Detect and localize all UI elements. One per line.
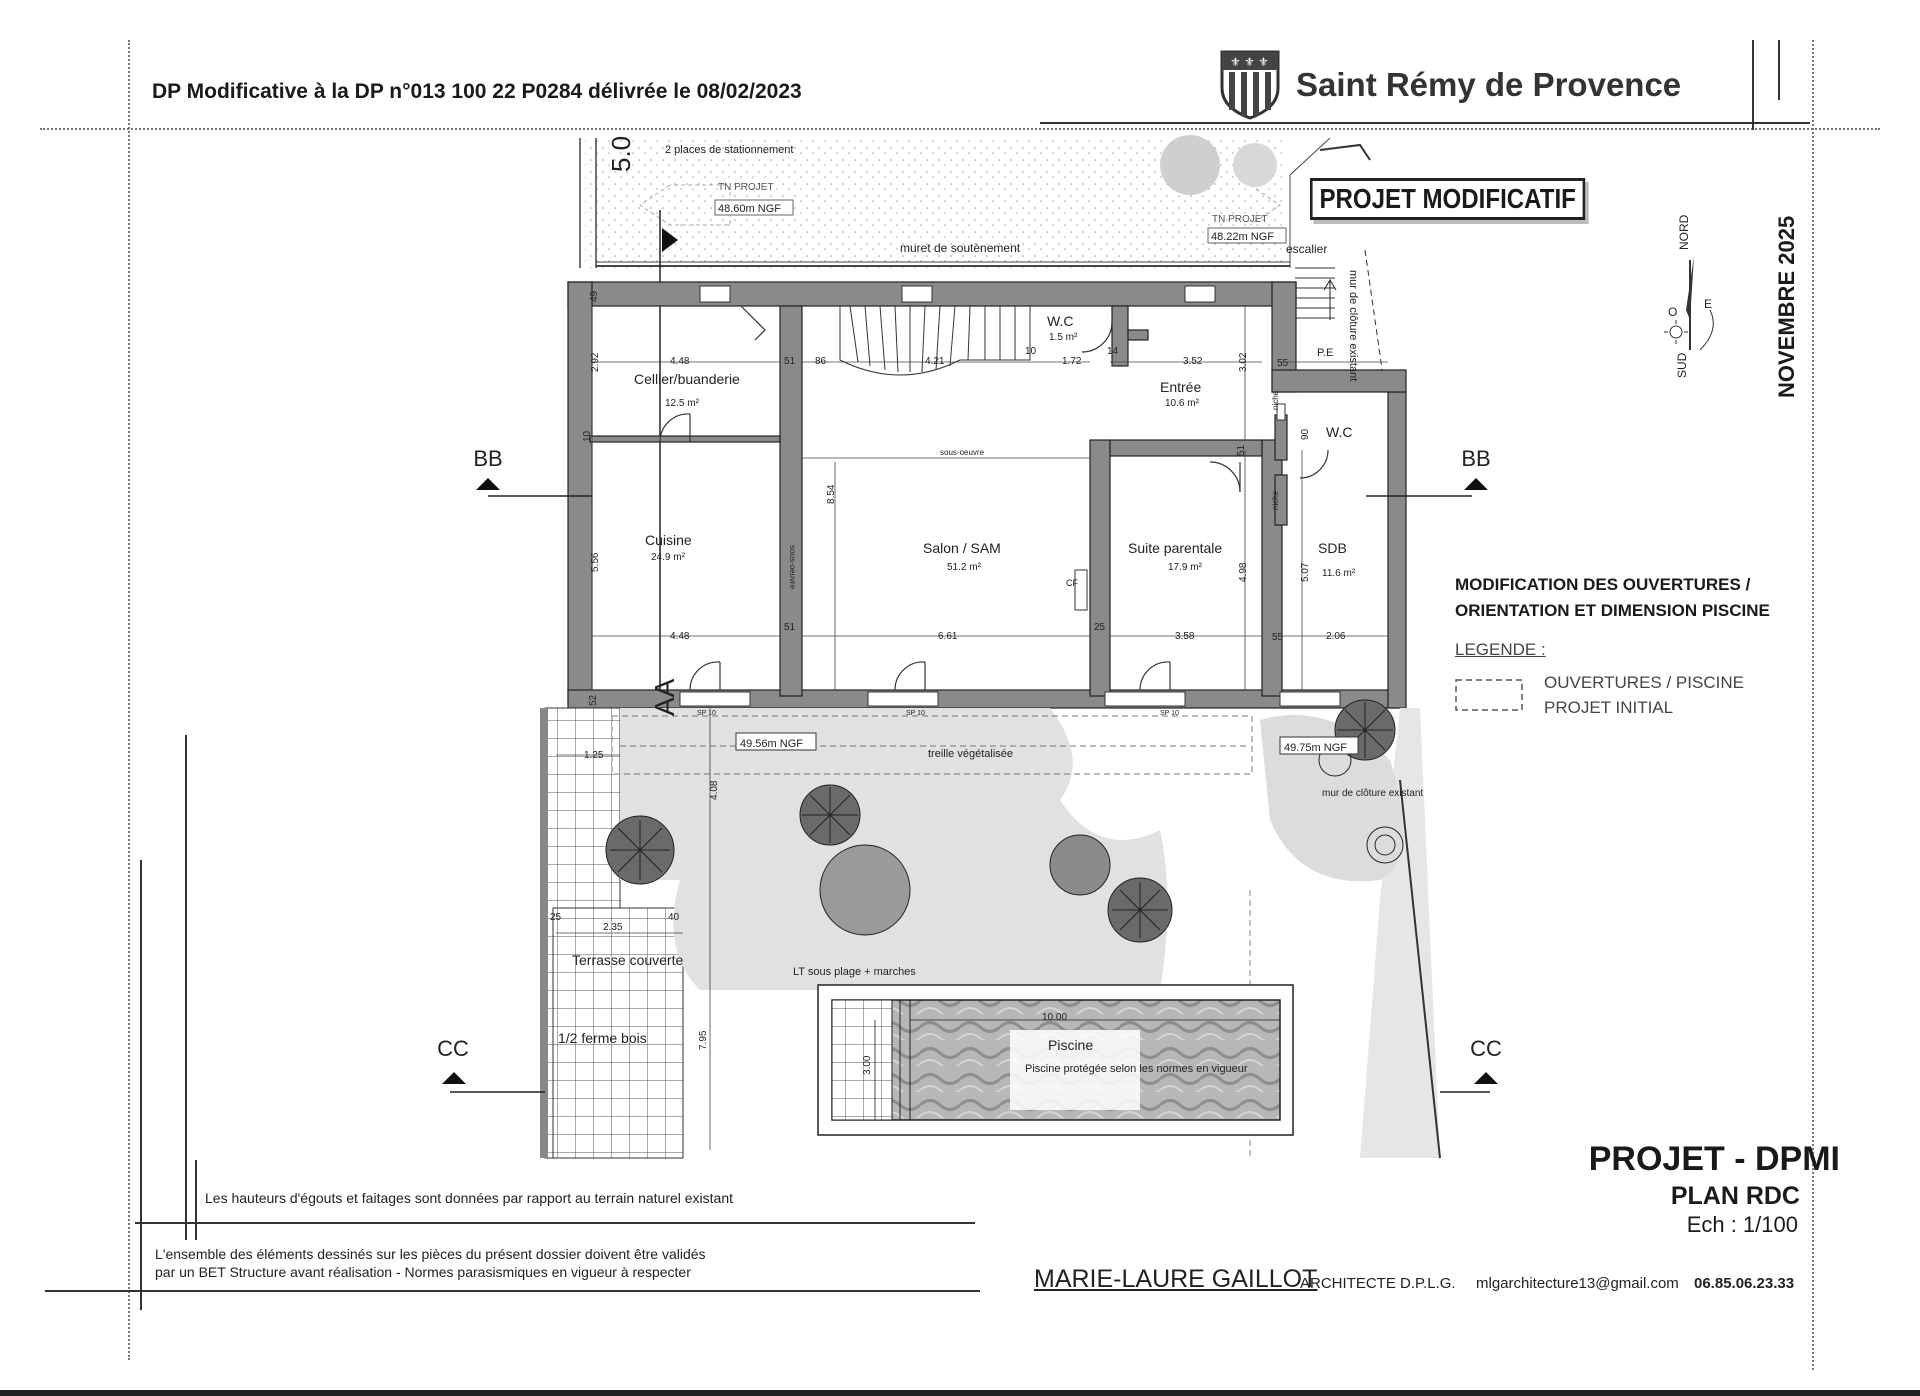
fence-wall-bottom: mur de clôture existant bbox=[1322, 788, 1424, 799]
pool-note: Piscine protégée selon les normes en vigueur bbox=[1025, 1063, 1248, 1075]
compass-west: O bbox=[1668, 305, 1678, 319]
niche-1: niche bbox=[1271, 390, 1280, 410]
dim-49: 49 bbox=[589, 290, 600, 302]
section-cc-left: CC bbox=[437, 1036, 469, 1061]
tn-left-label: TN PROJET bbox=[718, 182, 774, 193]
dim-51a: 51 bbox=[784, 356, 796, 367]
dim-10b: 10 bbox=[582, 430, 593, 442]
dim-25b: 25 bbox=[550, 912, 562, 923]
commune-name: Saint Rémy de Provence bbox=[1296, 66, 1682, 103]
dim-498: 4.98 bbox=[1238, 562, 1249, 582]
tn-right-value: 48.22m NGF bbox=[1211, 231, 1274, 243]
structure-note-line2: par un BET Structure avant réalisation - Normes parasismiques en vigueur à respecter bbox=[155, 1264, 691, 1280]
room-entree-area: 10.6 m² bbox=[1165, 398, 1199, 409]
dim-172: 1.72 bbox=[1062, 356, 1082, 367]
dim-507: 5.07 bbox=[1300, 562, 1311, 582]
ngf-right: 49.75m NGF bbox=[1284, 742, 1347, 754]
project-title: PROJET - DPMI bbox=[1588, 1140, 1840, 1178]
dim-55b: 55 bbox=[1272, 632, 1284, 643]
dim-235: 2.35 bbox=[603, 922, 623, 933]
sous-oeuvre-v: sous-oeuvre bbox=[788, 545, 797, 590]
date-label: NOVEMBRE 2025 bbox=[1774, 215, 1799, 398]
architect-email[interactable]: mlgarchitecture13@gmail.com bbox=[1476, 1275, 1679, 1292]
room-wc2: W.C bbox=[1326, 424, 1353, 440]
dim-302: 3.02 bbox=[1238, 352, 1249, 372]
tn-right-label: TN PROJET bbox=[1212, 214, 1268, 225]
pool-width: 3.00 bbox=[862, 1055, 873, 1075]
room-cellier: Cellier/buanderie bbox=[634, 371, 740, 387]
dim-352: 3.52 bbox=[1183, 356, 1203, 367]
legend-item-line2: PROJET INITIAL bbox=[1544, 698, 1674, 717]
dim-854: 8.54 bbox=[826, 484, 837, 504]
pe-label: P.E bbox=[1317, 347, 1334, 359]
dim-52: 52 bbox=[588, 694, 599, 706]
dim-795: 7.95 bbox=[698, 1030, 709, 1050]
room-sdb: SDB bbox=[1318, 540, 1347, 556]
architect-phone: 06.85.06.23.33 bbox=[1694, 1275, 1795, 1292]
section-bb-right: BB bbox=[1461, 446, 1491, 471]
legend-item bbox=[1544, 670, 1804, 720]
modification-heading-line1: MODIFICATION DES OUVERTURES / bbox=[1455, 575, 1751, 594]
treille-label: treille végétalisée bbox=[928, 748, 1013, 760]
pool-name: Piscine bbox=[1048, 1037, 1094, 1053]
dim-661: 6.61 bbox=[938, 631, 958, 642]
dim-55a: 55 bbox=[1277, 358, 1289, 369]
room-cellier-area: 12.5 m² bbox=[665, 398, 699, 409]
dim-358: 3.58 bbox=[1175, 631, 1195, 642]
room-salon-area: 51.2 m² bbox=[947, 562, 981, 573]
sp-label-3: SP 10 bbox=[1160, 710, 1179, 717]
dim-10a: 10 bbox=[1025, 346, 1037, 357]
dim-86: 86 bbox=[815, 356, 827, 367]
dim-421: 4.21 bbox=[925, 356, 945, 367]
stair-label: escalier bbox=[1286, 242, 1328, 256]
dp-reference: DP Modificative à la DP n°013 100 22 P0284 délivrée le 08/02/2023 bbox=[152, 80, 802, 103]
room-suite-area: 17.9 m² bbox=[1168, 562, 1202, 573]
dim-125: 1.25 bbox=[584, 750, 604, 761]
modification-heading-line2: ORIENTATION ET DIMENSION PISCINE bbox=[1455, 601, 1770, 620]
legend-item-line1: OUVERTURES / PISCINE bbox=[1544, 673, 1744, 692]
dim-448b: 4.48 bbox=[670, 631, 690, 642]
svg-text:⚜ ⚜ ⚜: ⚜ ⚜ ⚜ bbox=[1230, 55, 1269, 69]
structure-note bbox=[155, 1245, 975, 1281]
room-salon: Salon / SAM bbox=[923, 540, 1001, 556]
aa-label: AA bbox=[649, 678, 680, 716]
scale-label: Ech : 1/100 bbox=[1686, 1212, 1798, 1237]
terrasse-label: Terrasse couverte bbox=[572, 952, 684, 968]
dim-206: 2.06 bbox=[1326, 631, 1346, 642]
room-wc1-area: 1.5 m² bbox=[1049, 332, 1078, 343]
sous-oeuvre-h: sous-oeuvre bbox=[940, 448, 985, 457]
plan-title: PLAN RDC bbox=[1670, 1182, 1800, 1210]
fence-wall-top: mur de clôture existant bbox=[1347, 270, 1359, 382]
section-bb-left: BB bbox=[473, 446, 503, 471]
pool-length: 10.00 bbox=[1042, 1012, 1068, 1023]
compass-east: E bbox=[1704, 297, 1713, 311]
tn-left-value: 48.60m NGF bbox=[718, 203, 781, 215]
architect-name: MARIE-LAURE GAILLOT bbox=[1034, 1265, 1318, 1293]
room-entree: Entrée bbox=[1160, 379, 1202, 395]
room-suite: Suite parentale bbox=[1128, 540, 1223, 556]
retaining-wall-label: muret de soutènement bbox=[900, 241, 1021, 255]
room-sdb-area: 11.6 m² bbox=[1322, 568, 1356, 579]
ngf-terrace: 49.56m NGF bbox=[740, 738, 803, 750]
lt-plage-label: LT sous plage + marches bbox=[793, 966, 916, 978]
dim-448a: 4.48 bbox=[670, 356, 690, 367]
dim-90: 90 bbox=[1300, 428, 1311, 440]
dim-25a: 25 bbox=[1094, 622, 1106, 633]
dim-40: 40 bbox=[668, 912, 680, 923]
section-cc-right: CC bbox=[1470, 1036, 1502, 1061]
legend-title: LEGENDE : bbox=[1455, 640, 1546, 659]
structure-note-line1: L'ensemble des éléments dessinés sur les pièces du présent dossier doivent être validés bbox=[155, 1246, 706, 1262]
parking-label: 2 places de stationnement bbox=[665, 144, 794, 156]
ferme-label: 1/2 ferme bois bbox=[558, 1030, 647, 1046]
architect-title: ARCHITECTE D.P.L.G. bbox=[1300, 1275, 1456, 1292]
room-cuisine: Cuisine bbox=[645, 532, 692, 548]
dim-51b: 51 bbox=[1236, 444, 1247, 456]
niche-2: niche bbox=[1271, 490, 1280, 510]
cf-label: CF bbox=[1066, 578, 1078, 588]
sp-label-2: SP 10 bbox=[906, 710, 925, 717]
dim-408: 4.08 bbox=[709, 780, 720, 800]
parking-width: 5.0 bbox=[606, 135, 636, 172]
compass-north: NORD bbox=[1677, 214, 1691, 250]
dim-556: 5.56 bbox=[590, 552, 601, 572]
compass-south: SUD bbox=[1675, 352, 1689, 378]
dim-14: 14 bbox=[1107, 346, 1119, 357]
dim-51c: 51 bbox=[784, 622, 796, 633]
sp-label-1: SP 10 bbox=[697, 710, 716, 717]
room-wc1: W.C bbox=[1047, 313, 1074, 329]
heights-note: Les hauteurs d'égouts et faitages sont données par rapport au terrain naturel existant bbox=[205, 1190, 734, 1206]
modification-heading bbox=[1455, 572, 1815, 624]
dim-292: 2.92 bbox=[590, 352, 601, 372]
status-box: PROJET MODIFICATIF bbox=[1310, 178, 1585, 220]
room-cuisine-area: 24.9 m² bbox=[651, 552, 685, 563]
